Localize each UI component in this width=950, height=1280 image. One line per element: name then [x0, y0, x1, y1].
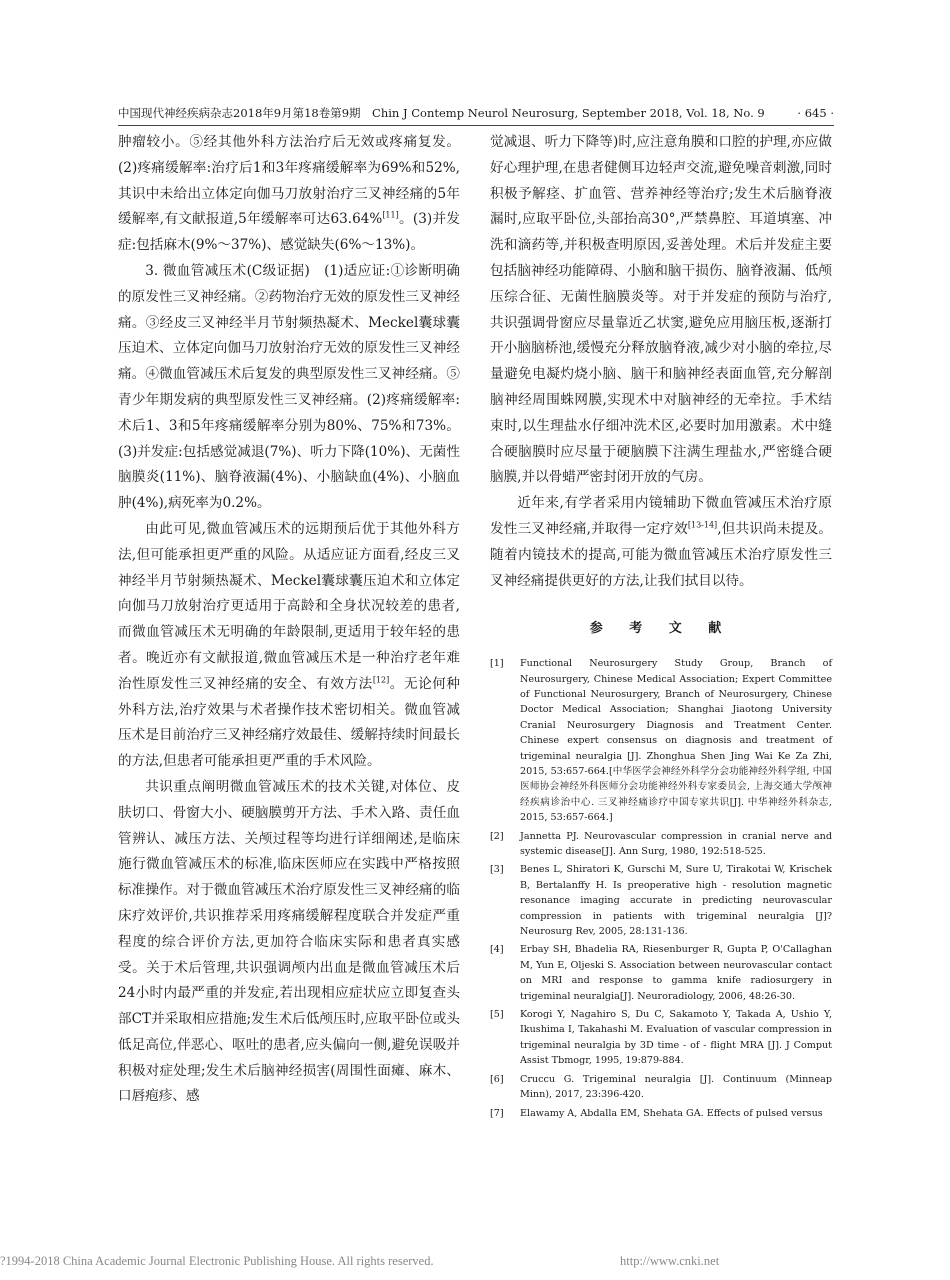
paragraph: 觉减退、听力下降等)时,应注意角膜和口腔的护理,亦应做好心理护理,在患者健侧耳边轻声交流,避免噪音刺激,同时积极予解痉、扩血管、营养神经等治疗;发生术后脑脊液漏时,应取平卧位,头部抬高30°,严禁鼻腔、耳道填塞、冲洗和滴药等,并积极查明原因,妥善处理。术后并发症主要包括脑神经功能障碍、小脑和脑干损伤、脑脊液漏、低颅压综合征、无菌性脑膜炎等。对于并发症的预防与治疗,共识强调骨窗应尽量靠近乙状窦,避免应用脑压板,逐渐打开小脑脑桥池,缓慢充分释放脑脊液,减少对小脑的牵拉,尽量避免电凝灼烧小脑、脑干和脑神经表面血管,充分解剖脑神经周围蛛网膜,实现术中对脑神经的无牵拉。手术结束时,以生理盐水仔细冲洗术区,必要时加用激素。术中缝合硬脑膜时应尽量于硬脑膜下注满生理盐水,严密缝合硬脑膜,并以骨蜡严密封闭开放的气房。 — [490, 134, 832, 486]
reference-item — [490, 862, 832, 939]
reference-number: [5] — [490, 1009, 504, 1021]
reference-item — [490, 1106, 832, 1121]
page-number: · 645 · — [797, 106, 834, 120]
reference-text: Benes L, Shiratori K, Gurschi M, Sure U, Tirakotai W, Krischek B, Bertalanffy H. Is preoperative high - resolution magnetic resonance imaging accurate in predicting neurovascular compression in patients with trigeminal neuralgia [J]? Neurosurg Rev, 2005, 28:131-136. — [520, 864, 832, 938]
copyright-notice: ?1994-2018 China Academic Journal Electronic Publishing House. All rights reserved. — [0, 1254, 434, 1268]
reference-text: Korogi Y, Nagahiro S, Du C, Sakamoto Y, Takada A, Ushio Y, Ikushima I, Takahashi M. Evaluation of vascular compression in trigeminal neuralgia by 3D time - of - flight MRA [J]. J Comput Assist Tbmogr, 1995, 19:879-884. — [520, 1009, 832, 1067]
left-column — [118, 130, 460, 1110]
paragraph: 由此可见,微血管减压术的远期预后优于其他外科方法,但可能承担更严重的风险。从适应证方面看,经皮三叉神经半月节射频热凝术、Meckel囊球囊压迫术和立体定向伽马刀放射治疗更适用于高龄和全身状况较差的患者,而微血管减压术无明确的年龄限制,更适用于较年轻的患者。晚近亦有文献报道,微血管减压术是一种治疗老年难治性原发性三叉神经痛的安全、有效方法[12]。无论何种外科方法,治疗效果与术者操作技术密切相关。微血管减压术是目前治疗三叉神经痛疗效最佳、缓解持续时间最长的方法,但患者可能承担更严重的手术风险。 — [118, 520, 461, 770]
reference-text: Jannetta PJ. Neurovascular compression in cranial nerve and systemic disease[J]. Ann Surg, 1980, 192:518-525. — [520, 830, 832, 858]
reference-text: Erbay SH, Bhadelia RA, Riesenburger R, Gupta P, O'Callaghan M, Yun E, Oljeski S. Association between neurovascular contact on MRI and response to gamma knife radiosurgery in trigeminal neuralgia[J]. Neuroradiology, 2006, 48:26-30. — [520, 944, 832, 1002]
reference-number: [7] — [490, 1107, 504, 1119]
references-heading: 参 考 文 献 — [589, 621, 733, 637]
reference-number: [4] — [490, 944, 504, 956]
reference-item — [490, 942, 832, 1004]
right-column — [490, 130, 832, 1124]
reference-number: [1] — [490, 658, 504, 670]
reference-item — [490, 656, 832, 825]
reference-text: Functional Neurosurgery Study Group, Branch of Neurosurgery, Chinese Medical Association; Expert Committee of Functional Neurosurgery, Branch of Neurosurgery, Chinese Doctor Medical Association; Shanghai Jiaotong University Cranial Neurosurgery Diagnosis and Treatment Center. Chinese expert consensus on diagnosis and treatment of trigeminal neuralgia [J]. Zhonghua Shen Jing Wai Ke Za Zhi, 2015, 53:657-664.[中华医学会神经外科学分会功能神经外科学组, 中国医师协会神经外科医师分会功能神经外科专家委员会, 上海交通大学颅神经疾病诊治中心. 三叉神经痛诊疗中国专家共识[J]. 中华神经外科杂志, 2015, 53:657-664.] — [520, 658, 832, 824]
journal-citation-line: 中国现代神经疾病杂志2018年9月第18卷第9期 Chin J Contemp Neurol Neurosurg, September 2018, Vol. 18, No. 9 — [118, 106, 765, 120]
citation-link[interactable]: [13-14] — [687, 520, 718, 530]
reference-list — [490, 656, 832, 1121]
publisher-url[interactable]: http://www.cnki.net — [620, 1254, 720, 1268]
header-rule — [118, 125, 834, 126]
reference-item — [490, 1072, 832, 1103]
reference-item — [490, 829, 832, 860]
paragraph-consensus: 共识重点阐明微血管减压术的技术关键,对体位、皮肤切口、骨窗大小、硬脑膜剪开方法、手术入路、责任血管辨认、减压方法、关颅过程等均进行详细阐述,是临床施行微血管减压术的标准,临床医师应在实践中严格按照标准操作。对于微血管减压术治疗原发性三叉神经痛的临床疗效评价,共识推荐采用疼痛缓解程度联合并发症严重程度的综合评价方法,更加符合临床实际和患者真实感受。关于术后管理,共识强调颅内出血是微血管减压术后24小时内最严重的并发症,若出现相应症状应立即复查头部CT并采取相应措施;发生术后低颅压时,应取平卧位或头低足高位,伴恶心、呕吐的患者,应头偏向一侧,避免误吸并积极对症处理;发生术后脑神经损害(周围性面瘫、麻木、口唇疱疹、感 — [118, 778, 460, 1105]
running-header — [118, 103, 834, 123]
reference-text: Cruccu G. Trigeminal neuralgia [J]. Continuum (Minneap Minn), 2017, 23:396-420. — [520, 1073, 832, 1101]
citation-link[interactable]: [12] — [372, 675, 390, 685]
paragraph-mvd-indications: 3. 微血管减压术(C级证据) (1)适应证:①诊断明确的原发性三叉神经痛。②药物治疗无效的原发性三叉神经痛。③经皮三叉神经半月节射频热凝术、Meckel囊球囊压迫术、立体定向伽马刀放射治疗无效的原发性三叉神经痛。④微血管减压术后复发的典型原发性三叉神经痛。⑤青少年期发病的典型原发性三叉神经痛。(2)疼痛缓解率:术后1、3和5年疼痛缓解率分别为80%、75%和73%。(3)并发症:包括感觉减退(7%)、听力下降(10%)、无菌性脑膜炎(11%)、脑脊液漏(4%)、小脑缺血(4%)、小脑血肿(4%),病死率为0.2%。 — [118, 262, 460, 512]
reference-number: [2] — [490, 830, 504, 842]
paragraph: 近年来,有学者采用内镜辅助下微血管减压术治疗原发性三叉神经痛,并取得一定疗效[13-14],但共识尚未提及。随着内镜技术的提高,可能为微血管减压术治疗原发性三叉神经痛提供更好的方法,让我们拭目以待。 — [490, 495, 832, 589]
reference-text: Elawamy A, Abdalla EM, Shehata GA. Effects of pulsed versus — [520, 1107, 823, 1119]
reference-number: [3] — [490, 864, 504, 876]
reference-item — [490, 1007, 832, 1069]
reference-number: [6] — [490, 1073, 504, 1085]
citation-link[interactable]: [11] — [382, 210, 399, 220]
paragraph: 肿瘤较小。⑤经其他外科方法治疗后无效或疼痛复发。(2)疼痛缓解率:治疗后1和3年疼痛缓解率为69%和52%,其识中未给出立体定向伽马刀放射治疗三叉神经痛的5年缓解率,有文献报道,5年缓解率可达63.64%[11]。(3)并发症:包括麻木(9%～37%)、感觉缺失(6%～13%)。 — [118, 134, 460, 254]
